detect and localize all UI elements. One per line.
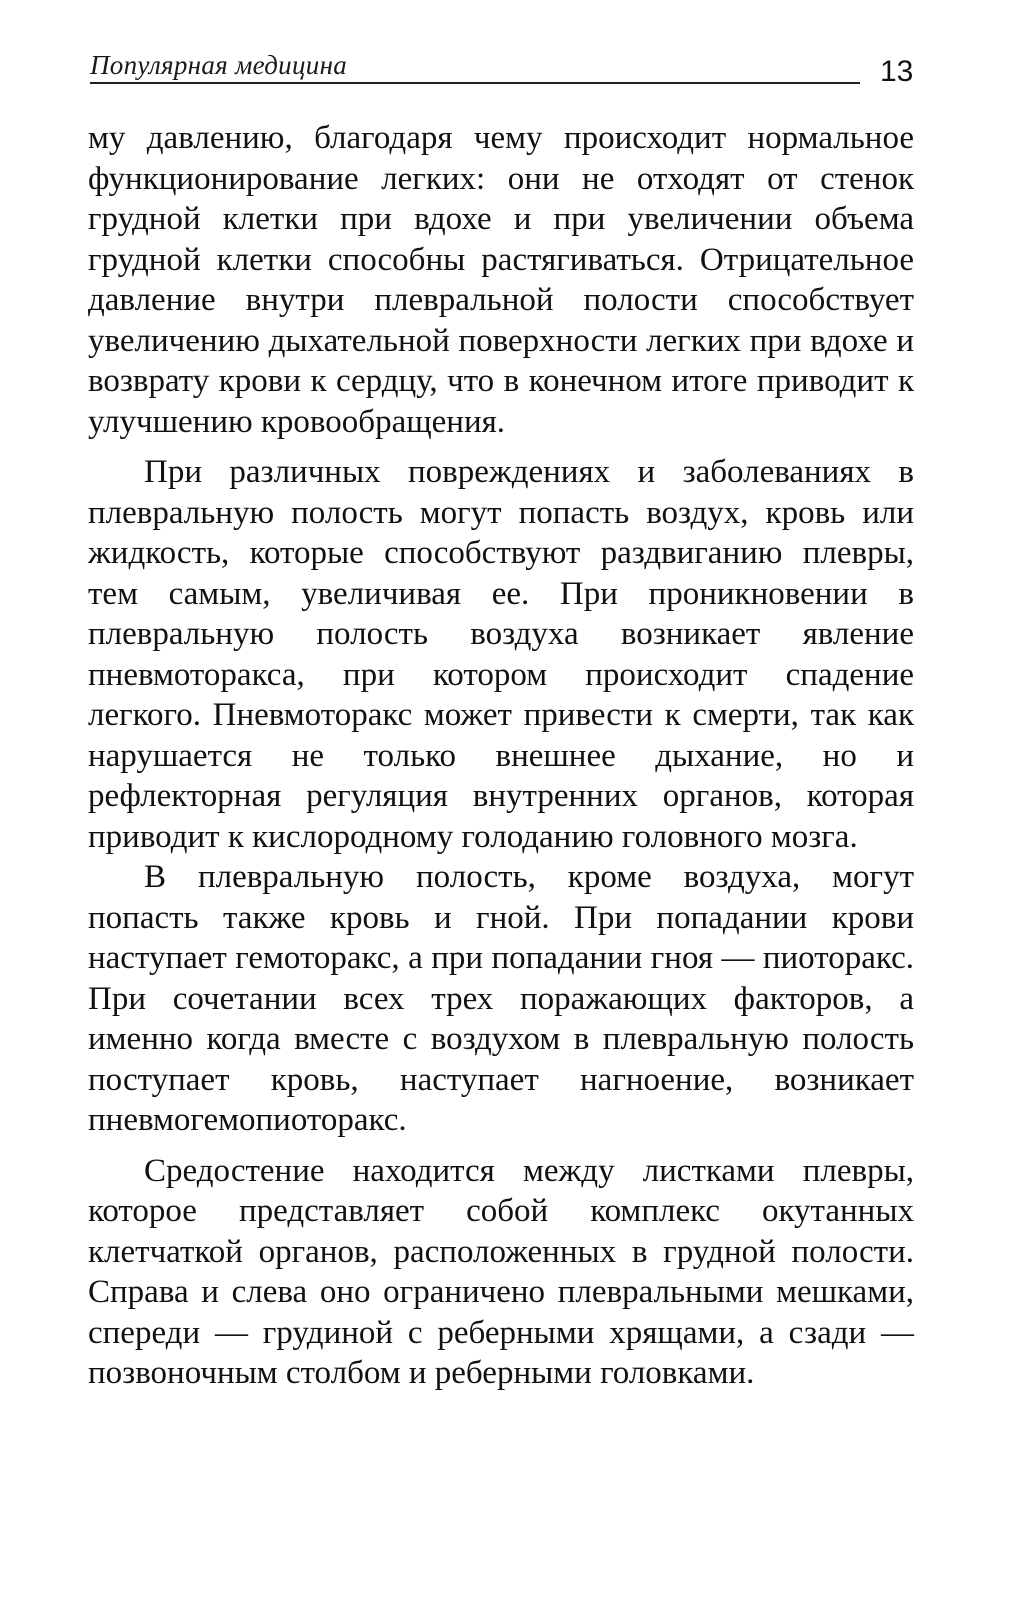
page-number: 13 <box>880 55 914 88</box>
paragraph: Средостение находится между листками плевры, которое представляет собой комплекс окутанных клетчаткой органов, расположенных в грудной полости. Справа и слева оно ограничено плевральными мешками, спереди — грудиной с реберными хрящами, а сзади — позвоночным столбом и реберными головками. <box>88 1152 914 1391</box>
paragraph-continuation: му давлению, благодаря чему происходит нормальное функционирование легких: они не отходят от стенок грудной клетки при вдохе и при увеличении объема грудной клетки способны растягиваться. Отрицательное давление внутри плевральной полости способствует увеличению дыхательной поверхности легких при вдохе и возврату крови к сердцу, что в конечном итоге приводит к улучшению кровообращения. <box>88 120 914 440</box>
paragraph: При различных повреждениях и заболеваниях в плевральную полость могут попасть воздух, кровь или жидкость, которые способствуют раздвиганию плевры, тем самым, увеличивая ее. При проникновении в плевральную полость воздуха возникает явление пневмоторакса, при котором происходит спадение легкого. Пневмоторакс может привести к смерти, так как нарушается не только внешнее дыхание, но и рефлекторная регуляция внутренних органов, которая приводит к кислородному голоданию головного мозга. <box>88 454 914 855</box>
header-rule <box>90 82 860 84</box>
running-header <box>90 50 860 84</box>
running-title: Популярная медицина <box>90 50 348 80</box>
body-text <box>88 118 914 1394</box>
paragraph: В плевральную полость, кроме воздуха, могут попасть также кровь и гной. При попадании крови наступает гемоторакс, а при попадании гноя — пиоторакс. При сочетании всех трех поражающих факторов, а именно когда вместе с воздухом в плевральную полость поступает кровь, наступает нагноение, возникает пневмогемопиоторакс. <box>88 859 914 1138</box>
